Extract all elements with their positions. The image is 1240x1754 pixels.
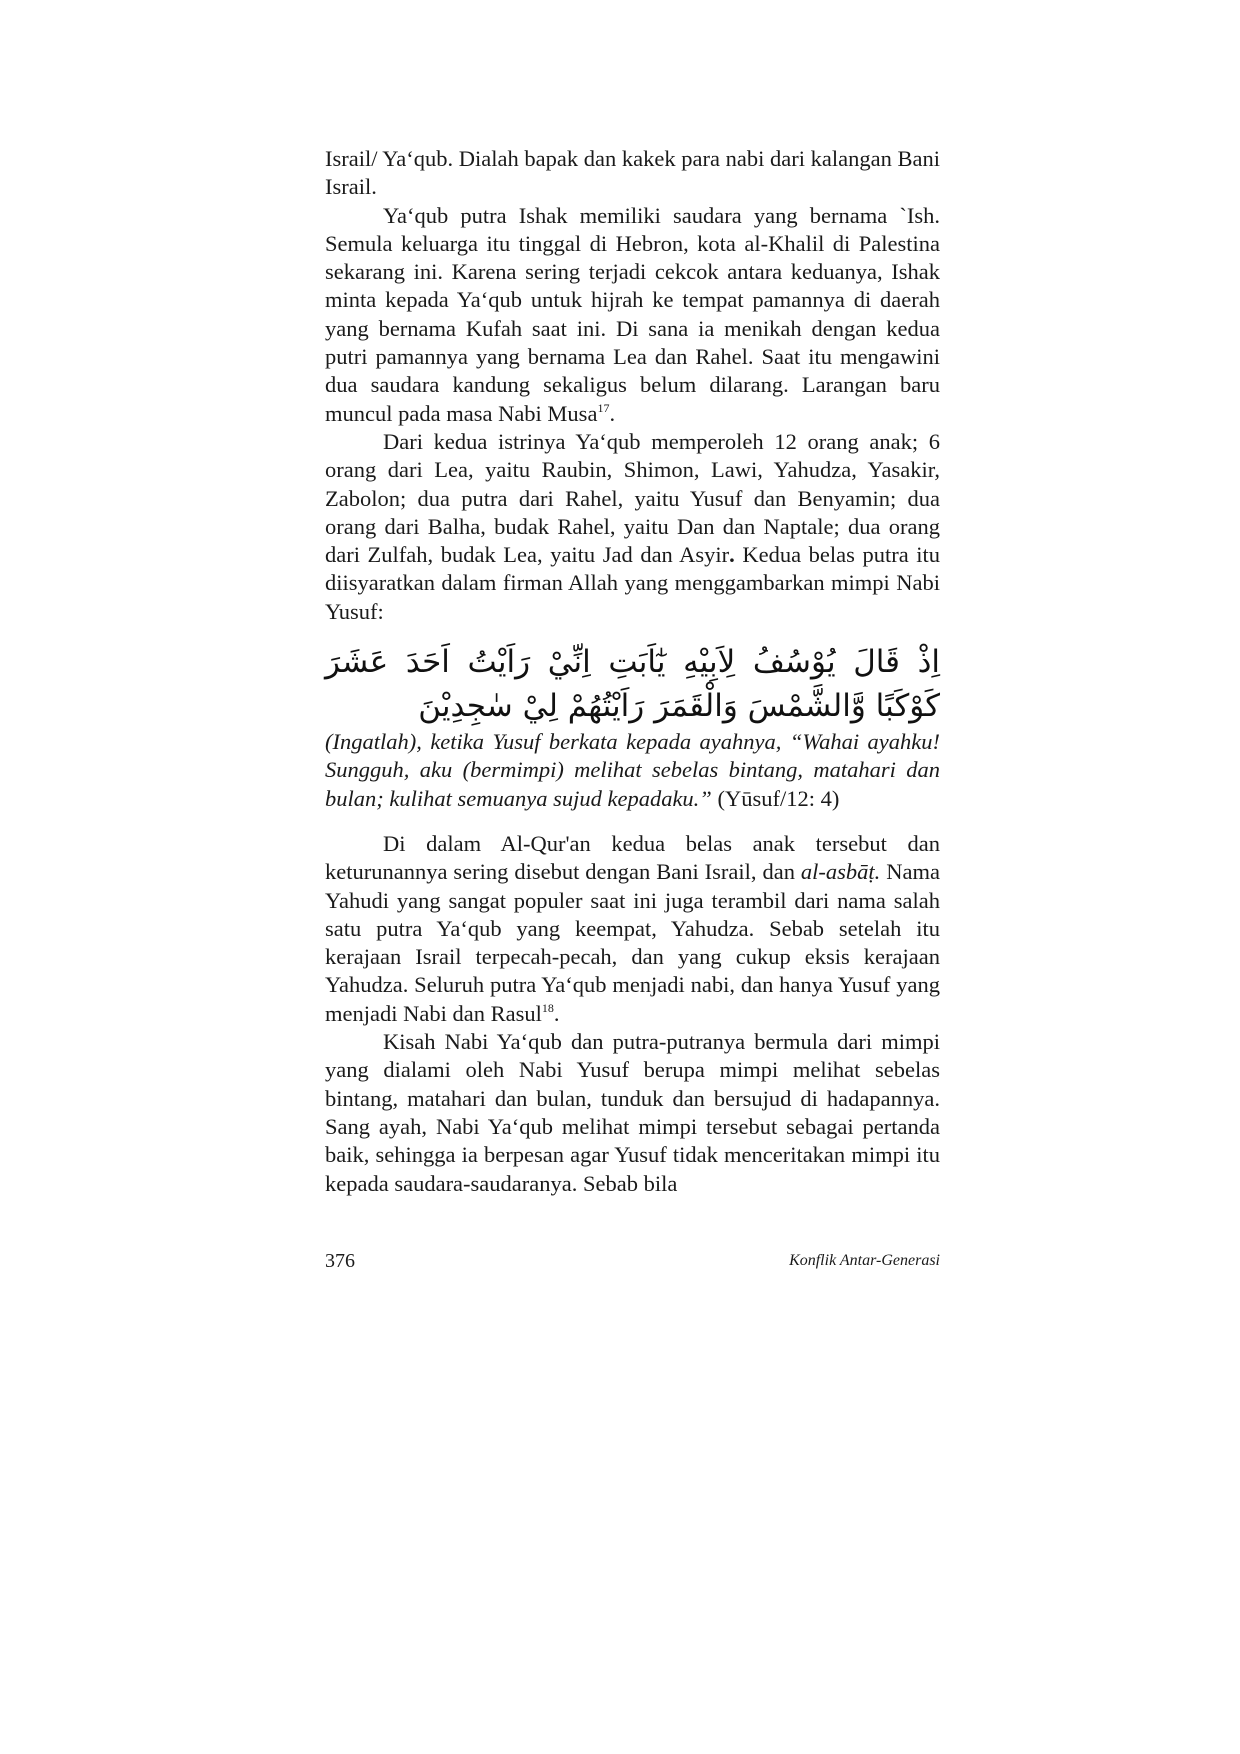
running-footer-title: Konflik Antar-Generasi <box>789 1252 940 1269</box>
quran-verse-arabic: اِذْ قَالَ يُوْسُفُ لِاَبِيْهِ يٰٓاَبَتِ اِنِّيْ رَاَيْتُ اَحَدَ عَشَرَ كَوْكَبًا وَّالشَّمْسَ وَالْقَمَرَ رَاَيْتُهُمْ لِيْ سٰجِدِيْنَ <box>325 644 940 724</box>
verse-reference: (Yūsuf/12: 4) <box>711 785 840 811</box>
paragraph-twelve-sons: Dari kedua istrinya Yaʻqub memperoleh 12 orang anak; 6 orang dari Lea, yaitu Raubin, Shimon, Lawi, Yahudza, Yasakir, Zabolon; dua putra dari Rahel, yaitu Yusuf dan Benyamin; dua orang dari Balha, budak Rahel, yaitu Dan dan Naptale; dua orang dari Zulfah, budak Lea, yaitu Jad dan Asyir. Kedua belas putra itu diisyaratkan dalam firman Allah yang menggambarkan mimpi Nabi Yusuf: <box>325 428 941 624</box>
paragraph-continuation: Israil/ Yaʻqub. Dialah bapak dan kakek para nabi dari kalangan Bani Israil. <box>325 146 940 200</box>
footnote-ref-18[interactable]: 18 <box>541 1000 554 1015</box>
paragraph-bani-israil: Di dalam Al-Qur'an kedua belas anak tersebut dan keturunannya sering disebut dengan Bani Israil, dan al-asbāṭ. Nama Yahudi yang sangat populer saat ini juga terambil dari nama salah satu putra Yaʻqub yang keempat, Yahudza. Sebab setelah itu kerajaan Israil terpecah-pecah, dan yang cukup eksis kerajaan Yahudza. Seluruh putra Yaʻqub menjadi nabi, dan hanya Yusuf yang menjadi Nabi dan Rasul$^{18}$. <box>325 831 940 1026</box>
verse-translation-text: (Ingatlah), ketika Yusuf berkata kepada ayahnya, “Wahai ayahku! Sungguh, aku (bermimpi) melihat sebelas bintang, matahari dan bulan; kulihat semuanya sujud kepadaku.” <box>325 729 940 811</box>
page-number: 376 <box>325 1250 355 1272</box>
paragraph-dream-story: Kisah Nabi Yaʻqub dan putra-putranya bermula dari mimpi yang dialami oleh Nabi Yusuf berupa mimpi melihat sebelas bintang, matahari dan bulan, tunduk dan bersujud di hadapannya. Sang ayah, Nabi Yaʻqub melihat mimpi tersebut sebagai pertanda baik, sehingga ia berpesan agar Yusuf tidak menceritakan mimpi itu kepada saudara-saudaranya. Sebab bila <box>325 1029 940 1196</box>
footnote-ref-17[interactable]: 17 <box>597 400 610 415</box>
body-text-top <box>325 145 940 626</box>
verse-translation <box>325 728 940 813</box>
body-text-bottom <box>325 830 940 1198</box>
paragraph-yaqub-family: Yaʻqub putra Ishak memiliki saudara yang bernama `Ish. Semula keluarga itu tinggal di Hebron, kota al-Khalil di Palestina sekarang ini. Karena sering terjadi cekcok antara keduanya, Ishak minta kepada Yaʻqub untuk hijrah ke tempat pamannya di daerah yang bernama Kufah saat ini. Di sana ia menikah dengan kedua putri pamannya yang bernama Lea dan Rahel. Saat itu mengawini dua saudara kandung sekaligus belum dilarang. Larangan baru muncul pada masa Nabi Musa$^{17}$. <box>325 202 940 426</box>
